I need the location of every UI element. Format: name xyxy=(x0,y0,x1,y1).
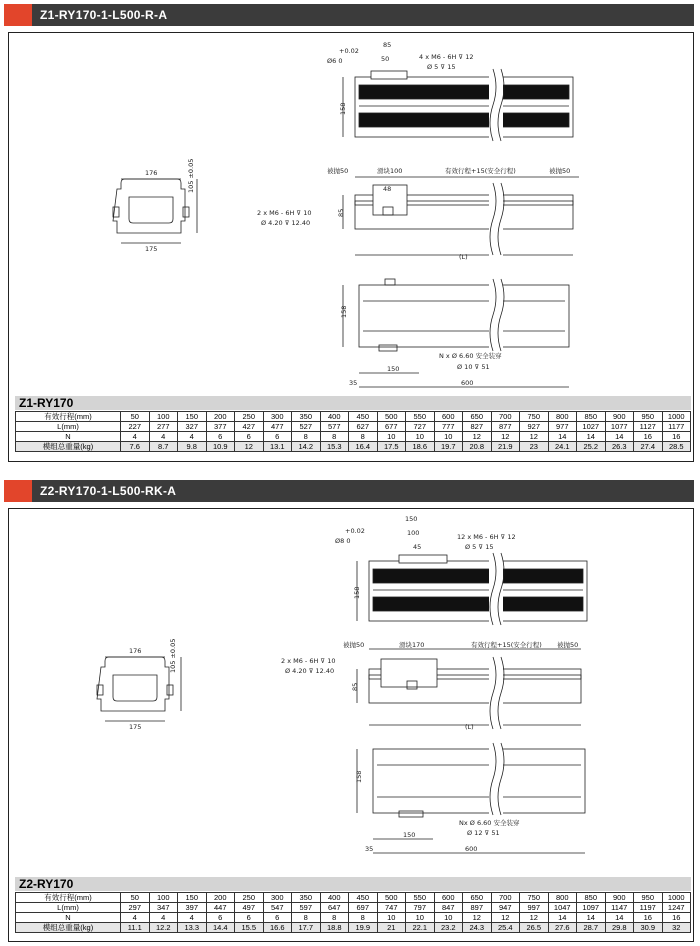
spec-cell: 4 xyxy=(149,913,178,923)
spec-cell: 6 xyxy=(206,432,235,442)
spec-cell: 250 xyxy=(235,412,264,422)
spec-cell: 12 xyxy=(463,913,492,923)
spec-cell: 23.2 xyxy=(434,923,463,933)
spec-cell: 450 xyxy=(349,412,378,422)
spec-cell: 600 xyxy=(434,412,463,422)
spec-cell: 13.3 xyxy=(178,923,207,933)
spec-cell: 50 xyxy=(121,893,150,903)
stroke-main: 有效行程+15(安全行程) xyxy=(445,167,516,175)
spec-cell: 350 xyxy=(292,412,321,422)
spec-cell: 427 xyxy=(235,422,264,432)
spec-cell: 16.4 xyxy=(349,442,378,452)
spec-cell: 9.8 xyxy=(178,442,207,452)
section-banner xyxy=(4,4,694,26)
stroke-right: 被抛50 xyxy=(557,641,579,649)
spec-cell: 350 xyxy=(292,893,321,903)
bottom-35: 35 xyxy=(349,379,358,387)
stroke-left: 被抛50 xyxy=(327,167,349,175)
spec-row xyxy=(16,893,691,903)
spec-cell: 750 xyxy=(520,412,549,422)
spec-cell: 30.9 xyxy=(634,923,663,933)
spec-cell: 25.2 xyxy=(577,442,606,452)
spec-cell: 697 xyxy=(349,903,378,913)
spec-row xyxy=(16,913,691,923)
spec-cell: 1127 xyxy=(634,422,663,432)
spec-cell: 850 xyxy=(577,412,606,422)
spec-cell: 1197 xyxy=(634,903,663,913)
spec-cell: 950 xyxy=(634,412,663,422)
end-width-bottom: 175 xyxy=(129,723,142,731)
top-width-2: 50 xyxy=(381,55,390,63)
spec-cell: 14.4 xyxy=(206,923,235,933)
spec-cell: 12.2 xyxy=(149,923,178,933)
top-height: 158 xyxy=(339,102,347,115)
spec-row xyxy=(16,923,691,933)
spec-row-label: 模组总重量(kg) xyxy=(16,442,121,452)
side-holes: 2 x M6 - 6H ⊽ 10 xyxy=(257,209,312,217)
spec-cell: 550 xyxy=(406,893,435,903)
spec-cell: 450 xyxy=(349,893,378,903)
spec-cell: 800 xyxy=(548,893,577,903)
spec-cell: 277 xyxy=(149,422,178,432)
spec-cell: 997 xyxy=(520,903,549,913)
spec-cell: 28.5 xyxy=(662,442,691,452)
spec-cell: 14 xyxy=(605,913,634,923)
side-view xyxy=(357,649,581,731)
spec-cell: 700 xyxy=(491,412,520,422)
spec-cell: 877 xyxy=(491,422,520,432)
spec-title: Z1-RY170 xyxy=(15,396,691,410)
spec-cell: 1247 xyxy=(662,903,691,913)
stroke-left: 被抛50 xyxy=(343,641,365,649)
spec-cell: 400 xyxy=(320,893,349,903)
spec-cell: 17.7 xyxy=(292,923,321,933)
drawing-frame xyxy=(8,508,694,942)
spec-cell: 677 xyxy=(377,422,406,432)
spec-cell: 500 xyxy=(377,893,406,903)
spec-cell: 827 xyxy=(463,422,492,432)
spec-cell: 847 xyxy=(434,903,463,913)
spec-cell: 900 xyxy=(605,412,634,422)
spec-cell: 650 xyxy=(463,412,492,422)
spec-cell: 21 xyxy=(377,923,406,933)
spec-cell: 6 xyxy=(263,913,292,923)
section-banner xyxy=(4,480,694,502)
end-height: 105 ±0.05 xyxy=(187,158,195,193)
top-width-1: 150 xyxy=(405,515,418,523)
spec-cell: 10.9 xyxy=(206,442,235,452)
top-view xyxy=(343,69,573,141)
spec-cell: 150 xyxy=(178,412,207,422)
spec-cell: 1097 xyxy=(577,903,606,913)
spec-cell: 977 xyxy=(548,422,577,432)
spec-cell: 927 xyxy=(520,422,549,432)
side-view xyxy=(343,177,579,259)
spec-cell: 900 xyxy=(605,893,634,903)
drawing-frame xyxy=(8,32,694,462)
spec-cell: 200 xyxy=(206,893,235,903)
spec-cell: 18.8 xyxy=(320,923,349,933)
spec-title: Z2-RY170 xyxy=(15,877,691,891)
spec-cell: 647 xyxy=(320,903,349,913)
top-tolerance: +0.02 xyxy=(345,527,365,535)
spec-cell: 6 xyxy=(206,913,235,923)
spec-cell: 6 xyxy=(235,432,264,442)
spec-cell: 8 xyxy=(320,432,349,442)
spec-cell: 600 xyxy=(434,893,463,903)
spec-cell: 4 xyxy=(149,432,178,442)
slide-length: 滑块100 xyxy=(377,167,403,175)
spec-cell: 12 xyxy=(520,913,549,923)
spec-cell: 627 xyxy=(349,422,378,432)
spec-row-label: 有效行程(mm) xyxy=(16,412,121,422)
spec-cell: 377 xyxy=(206,422,235,432)
spec-cell: 19.9 xyxy=(349,923,378,933)
section-z1 xyxy=(4,4,694,464)
spec-cell: 13.1 xyxy=(263,442,292,452)
spec-row xyxy=(16,422,691,432)
spec-cell: 14 xyxy=(577,913,606,923)
side-height: 85 xyxy=(351,682,359,691)
spec-cell: 24.1 xyxy=(548,442,577,452)
spec-cell: 300 xyxy=(263,893,292,903)
end-width-top: 176 xyxy=(129,647,142,655)
spec-cell: 100 xyxy=(149,893,178,903)
spec-cell: 897 xyxy=(463,903,492,913)
spec-cell: 12 xyxy=(520,432,549,442)
spec-cell: 10 xyxy=(377,432,406,442)
bottom-35: 35 xyxy=(365,845,374,853)
spec-cell: 12 xyxy=(463,432,492,442)
spec-cell: 500 xyxy=(377,412,406,422)
top-width-2: 100 xyxy=(407,529,420,537)
bottom-600: 600 xyxy=(465,845,478,853)
spec-cell: 200 xyxy=(206,412,235,422)
spec-cell: 797 xyxy=(406,903,435,913)
section-z2 xyxy=(4,480,694,942)
spec-cell: 227 xyxy=(121,422,150,432)
spec-cell: 14 xyxy=(605,432,634,442)
spec-cell: 7.6 xyxy=(121,442,150,452)
spec-cell: 21.9 xyxy=(491,442,520,452)
spec-cell: 700 xyxy=(491,893,520,903)
spec-row xyxy=(16,442,691,452)
spec-cell: 527 xyxy=(292,422,321,432)
bottom-counterbore: Ø 12 ⊽ 51 xyxy=(467,829,500,837)
banner-accent xyxy=(4,4,32,26)
spec-cell: 25.4 xyxy=(491,923,520,933)
spec-cell: 747 xyxy=(377,903,406,913)
spec-table xyxy=(15,411,691,452)
spec-cell: 1047 xyxy=(548,903,577,913)
spec-cell: 447 xyxy=(206,903,235,913)
spec-cell: 850 xyxy=(577,893,606,903)
banner-title: Z1-RY170-1-L500-R-A xyxy=(40,8,168,22)
spec-row xyxy=(16,432,691,442)
spec-cell: 8 xyxy=(349,913,378,923)
spec-cell: 16 xyxy=(634,913,663,923)
top-holes: 12 x M6 - 6H ⊽ 12 xyxy=(457,533,516,541)
spec-cell: 8 xyxy=(292,432,321,442)
stroke-right: 被抛50 xyxy=(549,167,571,175)
slide-length: 滑块170 xyxy=(399,641,425,649)
spec-row-label: N xyxy=(16,913,121,923)
spec-cell: 12 xyxy=(491,913,520,923)
spec-cell: 20.8 xyxy=(463,442,492,452)
spec-cell: 23 xyxy=(520,442,549,452)
top-pin: Ø 5 ⊽ 15 xyxy=(427,63,456,71)
spec-cell: 400 xyxy=(320,412,349,422)
end-width-bottom: 175 xyxy=(145,245,158,253)
bottom-holes: N x Ø 6.60 安全装穿 xyxy=(439,352,502,360)
spec-cell: 10 xyxy=(377,913,406,923)
side-pin: Ø 4.20 ⊽ 12.40 xyxy=(261,219,311,227)
banner-title: Z2-RY170-1-L500-RK-A xyxy=(40,484,177,498)
spec-cell: 50 xyxy=(121,412,150,422)
spec-cell: 24.3 xyxy=(463,923,492,933)
spec-cell: 6 xyxy=(235,913,264,923)
spec-cell: 26.3 xyxy=(605,442,634,452)
spec-cell: 777 xyxy=(434,422,463,432)
spec-cell: 18.6 xyxy=(406,442,435,452)
top-tolerance: +0.02 xyxy=(339,47,359,55)
bottom-150: 150 xyxy=(387,365,400,373)
spec-row-label: L(mm) xyxy=(16,903,121,913)
top-height: 158 xyxy=(353,586,361,599)
spec-cell: 547 xyxy=(263,903,292,913)
spec-cell: 10 xyxy=(434,913,463,923)
spec-cell: 8.7 xyxy=(149,442,178,452)
spec-cell: 4 xyxy=(121,913,150,923)
spec-cell: 28.7 xyxy=(577,923,606,933)
spec-cell: 15.3 xyxy=(320,442,349,452)
spec-cell: 14.2 xyxy=(292,442,321,452)
spec-cell: 29.8 xyxy=(605,923,634,933)
spec-cell: 14 xyxy=(577,432,606,442)
bottom-height: 158 xyxy=(340,305,348,318)
spec-cell: 597 xyxy=(292,903,321,913)
end-width-top: 176 xyxy=(145,169,158,177)
spec-cell: 8 xyxy=(320,913,349,923)
spec-row-label: 模组总重量(kg) xyxy=(16,923,121,933)
spec-cell: 297 xyxy=(121,903,150,913)
spec-cell: 100 xyxy=(149,412,178,422)
overall-length: (L) xyxy=(465,723,474,731)
bottom-600: 600 xyxy=(461,379,474,387)
spec-cell: 477 xyxy=(263,422,292,432)
spec-cell: 327 xyxy=(178,422,207,432)
spec-cell: 10 xyxy=(406,432,435,442)
top-width-3: 45 xyxy=(413,543,422,551)
side-height: 85 xyxy=(337,208,345,217)
spec-cell: 8 xyxy=(292,913,321,923)
bottom-150: 150 xyxy=(403,831,416,839)
spec-row xyxy=(16,903,691,913)
spec-row-label: 有效行程(mm) xyxy=(16,893,121,903)
top-diameter: Ø8 0 xyxy=(335,537,351,545)
spec-cell: 11.1 xyxy=(121,923,150,933)
spec-cell: 397 xyxy=(178,903,207,913)
spec-cell: 10 xyxy=(406,913,435,923)
spec-cell: 12 xyxy=(491,432,520,442)
top-diameter: Ø6 0 xyxy=(327,57,343,65)
spec-cell: 10 xyxy=(434,432,463,442)
spec-cell: 650 xyxy=(463,893,492,903)
spec-cell: 16.6 xyxy=(263,923,292,933)
top-pin: Ø 5 ⊽ 15 xyxy=(465,543,494,551)
spec-cell: 250 xyxy=(235,893,264,903)
spec-cell: 577 xyxy=(320,422,349,432)
spec-table xyxy=(15,892,691,933)
spec-cell: 4 xyxy=(178,913,207,923)
spec-cell: 1147 xyxy=(605,903,634,913)
spec-cell: 4 xyxy=(121,432,150,442)
spec-cell: 727 xyxy=(406,422,435,432)
side-holes: 2 x M6 - 6H ⊽ 10 xyxy=(281,657,336,665)
end-view xyxy=(113,179,197,243)
spec-cell: 1027 xyxy=(577,422,606,432)
spec-cell: 1077 xyxy=(605,422,634,432)
spec-cell: 16 xyxy=(662,913,691,923)
spec-row xyxy=(16,412,691,422)
spec-cell: 19.7 xyxy=(434,442,463,452)
side-width: 48 xyxy=(383,185,392,193)
bottom-holes: Nx Ø 6.60 安全装穿 xyxy=(459,819,520,827)
spec-cell: 947 xyxy=(491,903,520,913)
bottom-counterbore: Ø 10 ⊽ 51 xyxy=(457,363,490,371)
spec-cell: 1000 xyxy=(662,893,691,903)
spec-cell: 800 xyxy=(548,412,577,422)
spec-cell: 14 xyxy=(548,913,577,923)
spec-cell: 22.1 xyxy=(406,923,435,933)
spec-cell: 15.5 xyxy=(235,923,264,933)
spec-cell: 300 xyxy=(263,412,292,422)
spec-cell: 32 xyxy=(662,923,691,933)
bottom-view xyxy=(343,279,569,387)
top-width-1: 85 xyxy=(383,41,392,49)
banner-accent xyxy=(4,480,32,502)
overall-length: (L) xyxy=(459,253,468,261)
spec-cell: 4 xyxy=(178,432,207,442)
bottom-height: 158 xyxy=(355,770,363,783)
spec-row-label: L(mm) xyxy=(16,422,121,432)
spec-row-label: N xyxy=(16,432,121,442)
spec-cell: 14 xyxy=(548,432,577,442)
spec-cell: 16 xyxy=(662,432,691,442)
end-height: 105 ±0.05 xyxy=(169,638,177,673)
side-pin: Ø 4.20 ⊽ 12.40 xyxy=(285,667,335,675)
spec-cell: 17.5 xyxy=(377,442,406,452)
top-view xyxy=(357,553,587,625)
spec-cell: 550 xyxy=(406,412,435,422)
spec-cell: 950 xyxy=(634,893,663,903)
spec-cell: 26.5 xyxy=(520,923,549,933)
spec-cell: 1000 xyxy=(662,412,691,422)
spec-cell: 16 xyxy=(634,432,663,442)
spec-cell: 12 xyxy=(235,442,264,452)
spec-cell: 27.4 xyxy=(634,442,663,452)
spec-cell: 6 xyxy=(263,432,292,442)
spec-cell: 1177 xyxy=(662,422,691,432)
spec-cell: 27.6 xyxy=(548,923,577,933)
spec-cell: 750 xyxy=(520,893,549,903)
top-holes: 4 x M6 - 6H ⊽ 12 xyxy=(419,53,474,61)
spec-cell: 150 xyxy=(178,893,207,903)
stroke-main: 有效行程+15(安全行程) xyxy=(471,641,542,649)
spec-cell: 8 xyxy=(349,432,378,442)
spec-cell: 347 xyxy=(149,903,178,913)
spec-cell: 497 xyxy=(235,903,264,913)
